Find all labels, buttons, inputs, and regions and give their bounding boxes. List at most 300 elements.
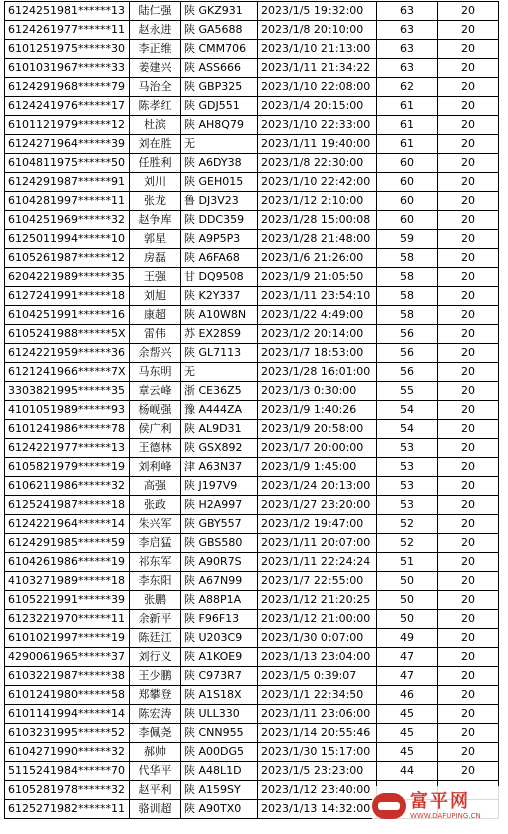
table-row bbox=[5, 2, 499, 21]
fine-cell: 20 bbox=[438, 610, 499, 629]
time-cell: 2023/1/7 20:00:00 bbox=[258, 439, 377, 458]
table-row bbox=[5, 59, 499, 78]
plate-cell: 陕 DDC359 bbox=[181, 211, 258, 230]
score-cell: 56 bbox=[377, 325, 438, 344]
table-row bbox=[5, 230, 499, 249]
score-cell: 63 bbox=[377, 2, 438, 21]
plate-cell: 陕 AL9D31 bbox=[181, 420, 258, 439]
score-cell: 58 bbox=[377, 249, 438, 268]
table-row bbox=[5, 97, 499, 116]
name-cell: 杜滨 bbox=[130, 116, 181, 135]
plate-cell: 甘 DQ9508 bbox=[181, 268, 258, 287]
score-cell: 60 bbox=[377, 173, 438, 192]
plate-cell: 陕 GDJ551 bbox=[181, 97, 258, 116]
score-cell: 53 bbox=[377, 439, 438, 458]
score-cell: 53 bbox=[377, 458, 438, 477]
table-row bbox=[5, 249, 499, 268]
plate-cell: 陕 A00DG5 bbox=[181, 743, 258, 762]
table-row bbox=[5, 496, 499, 515]
table-row bbox=[5, 534, 499, 553]
fine-cell: 20 bbox=[438, 515, 499, 534]
records-table-body bbox=[5, 2, 499, 819]
id-number-cell: 6105281978******32 bbox=[5, 781, 130, 800]
score-cell: 58 bbox=[377, 287, 438, 306]
time-cell: 2023/1/1 22:34:50 bbox=[258, 686, 377, 705]
time-cell: 2023/1/24 20:13:00 bbox=[258, 477, 377, 496]
fine-cell: 20 bbox=[438, 116, 499, 135]
name-cell: 余新平 bbox=[130, 610, 181, 629]
id-number-cell: 6121241966******7X bbox=[5, 363, 130, 382]
table-row bbox=[5, 477, 499, 496]
time-cell: 2023/1/28 15:00:08 bbox=[258, 211, 377, 230]
plate-cell: 陕 AH8Q79 bbox=[181, 116, 258, 135]
name-cell: 李佩尧 bbox=[130, 724, 181, 743]
fine-cell: 20 bbox=[438, 591, 499, 610]
time-cell: 2023/1/27 23:20:00 bbox=[258, 496, 377, 515]
table-row bbox=[5, 762, 499, 781]
name-cell: 侯广利 bbox=[130, 420, 181, 439]
id-number-cell: 6104281997******11 bbox=[5, 192, 130, 211]
id-number-cell: 6104251969******32 bbox=[5, 211, 130, 230]
plate-cell: 无 bbox=[181, 363, 258, 382]
name-cell: 刘旭 bbox=[130, 287, 181, 306]
fine-cell: 20 bbox=[438, 306, 499, 325]
name-cell: 李正维 bbox=[130, 40, 181, 59]
time-cell: 2023/1/9 21:05:50 bbox=[258, 268, 377, 287]
id-number-cell: 4103271989******18 bbox=[5, 572, 130, 591]
name-cell: 马东明 bbox=[130, 363, 181, 382]
id-number-cell: 6124291968******79 bbox=[5, 78, 130, 97]
id-number-cell: 6124291985******59 bbox=[5, 534, 130, 553]
data-table-wrapper bbox=[4, 1, 499, 819]
score-cell: 53 bbox=[377, 496, 438, 515]
score-cell: 54 bbox=[377, 420, 438, 439]
fine-cell: 20 bbox=[438, 667, 499, 686]
fine-cell: 20 bbox=[438, 629, 499, 648]
time-cell: 2023/1/7 22:55:00 bbox=[258, 572, 377, 591]
fine-cell: 20 bbox=[438, 173, 499, 192]
score-cell: 52 bbox=[377, 534, 438, 553]
name-cell: 刘在胜 bbox=[130, 135, 181, 154]
id-number-cell: 6104811975******50 bbox=[5, 154, 130, 173]
table-row bbox=[5, 629, 499, 648]
plate-cell: 陕 A90TX0 bbox=[181, 800, 258, 819]
id-number-cell: 6123221970******11 bbox=[5, 610, 130, 629]
time-cell: 2023/1/9 1:45:00 bbox=[258, 458, 377, 477]
fine-cell: 20 bbox=[438, 287, 499, 306]
time-cell: 2023/1/28 16:01:00 bbox=[258, 363, 377, 382]
plate-cell: 陕 GBY557 bbox=[181, 515, 258, 534]
score-cell: 49 bbox=[377, 629, 438, 648]
table-row bbox=[5, 686, 499, 705]
id-number-cell: 6101141994******14 bbox=[5, 705, 130, 724]
watermark-brand: 富平网 bbox=[410, 790, 470, 812]
plate-cell: 浙 CE36Z5 bbox=[181, 382, 258, 401]
table-row bbox=[5, 382, 499, 401]
time-cell: 2023/1/5 19:32:00 bbox=[258, 2, 377, 21]
time-cell: 2023/1/12 21:00:00 bbox=[258, 610, 377, 629]
id-number-cell: 6125271982******11 bbox=[5, 800, 130, 819]
time-cell: 2023/1/12 23:40:00 bbox=[258, 781, 377, 800]
plate-cell: 陕 A88P1A bbox=[181, 591, 258, 610]
table-row bbox=[5, 667, 499, 686]
score-cell: 46 bbox=[377, 686, 438, 705]
name-cell: 刘行义 bbox=[130, 648, 181, 667]
score-cell: 58 bbox=[377, 306, 438, 325]
score-cell: 61 bbox=[377, 97, 438, 116]
time-cell: 2023/1/9 1:40:26 bbox=[258, 401, 377, 420]
name-cell: 李启猛 bbox=[130, 534, 181, 553]
score-cell: 59 bbox=[377, 230, 438, 249]
name-cell: 房磊 bbox=[130, 249, 181, 268]
name-cell: 杨岘强 bbox=[130, 401, 181, 420]
score-cell: 56 bbox=[377, 363, 438, 382]
records-table bbox=[4, 1, 499, 819]
fine-cell: 20 bbox=[438, 724, 499, 743]
score-cell: 50 bbox=[377, 591, 438, 610]
plate-cell: 陕 GA5688 bbox=[181, 21, 258, 40]
id-number-cell: 6125011994******10 bbox=[5, 230, 130, 249]
score-cell: 45 bbox=[377, 705, 438, 724]
time-cell: 2023/1/13 14:32:00 bbox=[258, 800, 377, 819]
plate-cell: 陕 J197V9 bbox=[181, 477, 258, 496]
name-cell: 余帮兴 bbox=[130, 344, 181, 363]
name-cell: 郭星 bbox=[130, 230, 181, 249]
score-cell: 60 bbox=[377, 211, 438, 230]
id-number-cell: 6124261977******11 bbox=[5, 21, 130, 40]
time-cell: 2023/1/22 4:49:00 bbox=[258, 306, 377, 325]
table-row bbox=[5, 591, 499, 610]
fine-cell: 20 bbox=[438, 21, 499, 40]
watermark-logo-icon bbox=[372, 793, 406, 819]
name-cell: 王强 bbox=[130, 268, 181, 287]
fine-cell: 20 bbox=[438, 572, 499, 591]
site-watermark bbox=[372, 786, 502, 826]
name-cell: 王少鹏 bbox=[130, 667, 181, 686]
time-cell: 2023/1/2 19:47:00 bbox=[258, 515, 377, 534]
plate-cell: 陕 CMM706 bbox=[181, 40, 258, 59]
plate-cell: 陕 A1S18X bbox=[181, 686, 258, 705]
fine-cell: 20 bbox=[438, 363, 499, 382]
id-number-cell: 6106211986******32 bbox=[5, 477, 130, 496]
plate-cell: 陕 ASS666 bbox=[181, 59, 258, 78]
name-cell: 雷伟 bbox=[130, 325, 181, 344]
time-cell: 2023/1/11 20:07:00 bbox=[258, 534, 377, 553]
score-cell: 52 bbox=[377, 515, 438, 534]
table-row bbox=[5, 306, 499, 325]
plate-cell: 陕 A159SY bbox=[181, 781, 258, 800]
name-cell: 陈宏涛 bbox=[130, 705, 181, 724]
name-cell: 陆仁强 bbox=[130, 2, 181, 21]
score-cell: 53 bbox=[377, 477, 438, 496]
plate-cell: 陕 A6DY38 bbox=[181, 154, 258, 173]
table-row bbox=[5, 743, 499, 762]
fine-cell: 20 bbox=[438, 97, 499, 116]
id-number-cell: 3303821995******35 bbox=[5, 382, 130, 401]
fine-cell: 20 bbox=[438, 382, 499, 401]
name-cell: 张政 bbox=[130, 496, 181, 515]
id-number-cell: 4101051989******93 bbox=[5, 401, 130, 420]
time-cell: 2023/1/11 21:34:22 bbox=[258, 59, 377, 78]
plate-cell: 陕 GBP325 bbox=[181, 78, 258, 97]
name-cell: 赵永进 bbox=[130, 21, 181, 40]
time-cell: 2023/1/10 22:33:00 bbox=[258, 116, 377, 135]
name-cell: 赵争库 bbox=[130, 211, 181, 230]
plate-cell: 津 A63N37 bbox=[181, 458, 258, 477]
plate-cell: 陕 GL7113 bbox=[181, 344, 258, 363]
table-row bbox=[5, 78, 499, 97]
score-cell: 44 bbox=[377, 762, 438, 781]
id-number-cell: 6105241988******5X bbox=[5, 325, 130, 344]
table-row bbox=[5, 458, 499, 477]
table-row bbox=[5, 154, 499, 173]
table-row bbox=[5, 192, 499, 211]
time-cell: 2023/1/7 18:53:00 bbox=[258, 344, 377, 363]
score-cell: 63 bbox=[377, 40, 438, 59]
table-row bbox=[5, 268, 499, 287]
id-number-cell: 6104261986******19 bbox=[5, 553, 130, 572]
id-number-cell: 6124221959******36 bbox=[5, 344, 130, 363]
table-row bbox=[5, 610, 499, 629]
score-cell: 55 bbox=[377, 382, 438, 401]
id-number-cell: 6104251991******16 bbox=[5, 306, 130, 325]
score-cell: 45 bbox=[377, 724, 438, 743]
score-cell: 61 bbox=[377, 135, 438, 154]
table-row bbox=[5, 401, 499, 420]
table-row bbox=[5, 553, 499, 572]
name-cell: 陈廷江 bbox=[130, 629, 181, 648]
time-cell: 2023/1/5 23:23:00 bbox=[258, 762, 377, 781]
table-row bbox=[5, 173, 499, 192]
score-cell: 56 bbox=[377, 344, 438, 363]
time-cell: 2023/1/11 19:40:00 bbox=[258, 135, 377, 154]
name-cell: 刘利峰 bbox=[130, 458, 181, 477]
score-cell: 63 bbox=[377, 59, 438, 78]
name-cell: 刘川 bbox=[130, 173, 181, 192]
fine-cell: 20 bbox=[438, 249, 499, 268]
score-cell: 51 bbox=[377, 553, 438, 572]
plate-cell: 陕 A67N99 bbox=[181, 572, 258, 591]
fine-cell: 20 bbox=[438, 401, 499, 420]
table-row bbox=[5, 135, 499, 154]
time-cell: 2023/1/11 22:24:24 bbox=[258, 553, 377, 572]
id-number-cell: 6105261987******12 bbox=[5, 249, 130, 268]
name-cell: 李东阳 bbox=[130, 572, 181, 591]
table-row bbox=[5, 648, 499, 667]
fine-cell: 20 bbox=[438, 192, 499, 211]
table-row bbox=[5, 211, 499, 230]
plate-cell: 无 bbox=[181, 135, 258, 154]
table-row bbox=[5, 439, 499, 458]
id-number-cell: 6125241987******18 bbox=[5, 496, 130, 515]
fine-cell: 20 bbox=[438, 344, 499, 363]
fine-cell: 20 bbox=[438, 135, 499, 154]
fine-cell: 20 bbox=[438, 154, 499, 173]
name-cell: 朱兴军 bbox=[130, 515, 181, 534]
table-row bbox=[5, 363, 499, 382]
time-cell: 2023/1/8 20:10:00 bbox=[258, 21, 377, 40]
time-cell: 2023/1/11 23:06:00 bbox=[258, 705, 377, 724]
table-row bbox=[5, 515, 499, 534]
fine-cell: 20 bbox=[438, 458, 499, 477]
time-cell: 2023/1/8 22:30:00 bbox=[258, 154, 377, 173]
name-cell: 张龙 bbox=[130, 192, 181, 211]
id-number-cell: 6105821979******19 bbox=[5, 458, 130, 477]
name-cell: 祁东军 bbox=[130, 553, 181, 572]
table-row bbox=[5, 344, 499, 363]
fine-cell: 20 bbox=[438, 477, 499, 496]
id-number-cell: 6124251981******13 bbox=[5, 2, 130, 21]
time-cell: 2023/1/30 15:17:00 bbox=[258, 743, 377, 762]
fine-cell: 20 bbox=[438, 686, 499, 705]
fine-cell: 20 bbox=[438, 743, 499, 762]
name-cell: 赵平利 bbox=[130, 781, 181, 800]
plate-cell: 陕 A9P5P3 bbox=[181, 230, 258, 249]
plate-cell: 陕 A1KOE9 bbox=[181, 648, 258, 667]
time-cell: 2023/1/12 21:20:25 bbox=[258, 591, 377, 610]
table-row bbox=[5, 21, 499, 40]
time-cell: 2023/1/6 21:26:00 bbox=[258, 249, 377, 268]
plate-cell: 陕 GBS580 bbox=[181, 534, 258, 553]
table-row bbox=[5, 116, 499, 135]
watermark-url: WWW.DAFUPING.CN bbox=[410, 811, 481, 820]
id-number-cell: 6124271964******39 bbox=[5, 135, 130, 154]
id-number-cell: 6204221989******35 bbox=[5, 268, 130, 287]
score-cell: 60 bbox=[377, 154, 438, 173]
time-cell: 2023/1/14 20:55:46 bbox=[258, 724, 377, 743]
fine-cell: 20 bbox=[438, 40, 499, 59]
table-row bbox=[5, 40, 499, 59]
score-cell: 47 bbox=[377, 648, 438, 667]
id-number-cell: 6127241991******18 bbox=[5, 287, 130, 306]
plate-cell: 陕 K2Y337 bbox=[181, 287, 258, 306]
plate-cell: 鲁 DJ3V23 bbox=[181, 192, 258, 211]
fine-cell: 20 bbox=[438, 211, 499, 230]
plate-cell: 陕 A48L1D bbox=[181, 762, 258, 781]
fine-cell: 20 bbox=[438, 268, 499, 287]
name-cell: 高强 bbox=[130, 477, 181, 496]
name-cell: 任胜利 bbox=[130, 154, 181, 173]
fine-cell: 20 bbox=[438, 325, 499, 344]
fine-cell: 20 bbox=[438, 230, 499, 249]
fine-cell: 20 bbox=[438, 2, 499, 21]
time-cell: 2023/1/2 20:14:00 bbox=[258, 325, 377, 344]
fine-cell: 20 bbox=[438, 439, 499, 458]
name-cell: 王德林 bbox=[130, 439, 181, 458]
table-row bbox=[5, 705, 499, 724]
plate-cell: 陕 GKZ931 bbox=[181, 2, 258, 21]
fine-cell: 20 bbox=[438, 705, 499, 724]
plate-cell: 陕 H2A997 bbox=[181, 496, 258, 515]
name-cell: 郑攀登 bbox=[130, 686, 181, 705]
id-number-cell: 5115241984******70 bbox=[5, 762, 130, 781]
plate-cell: 陕 U203C9 bbox=[181, 629, 258, 648]
time-cell: 2023/1/9 20:58:00 bbox=[258, 420, 377, 439]
time-cell: 2023/1/30 0:07:00 bbox=[258, 629, 377, 648]
id-number-cell: 6103221987******38 bbox=[5, 667, 130, 686]
watermark-text bbox=[410, 792, 481, 821]
time-cell: 2023/1/10 22:08:00 bbox=[258, 78, 377, 97]
id-number-cell: 6103231995******52 bbox=[5, 724, 130, 743]
fine-cell: 20 bbox=[438, 496, 499, 515]
score-cell: 50 bbox=[377, 572, 438, 591]
plate-cell: 陕 A6FA68 bbox=[181, 249, 258, 268]
fine-cell: 20 bbox=[438, 534, 499, 553]
time-cell: 2023/1/10 21:13:00 bbox=[258, 40, 377, 59]
plate-cell: 陕 A10W8N bbox=[181, 306, 258, 325]
plate-cell: 陕 A90R7S bbox=[181, 553, 258, 572]
score-cell: 50 bbox=[377, 610, 438, 629]
score-cell: 62 bbox=[377, 78, 438, 97]
name-cell: 代华平 bbox=[130, 762, 181, 781]
id-number-cell: 6101031967******33 bbox=[5, 59, 130, 78]
id-number-cell: 6124221964******14 bbox=[5, 515, 130, 534]
table-row bbox=[5, 572, 499, 591]
score-cell: 61 bbox=[377, 116, 438, 135]
time-cell: 2023/1/28 21:48:00 bbox=[258, 230, 377, 249]
score-cell: 54 bbox=[377, 401, 438, 420]
time-cell: 2023/1/3 0:30:00 bbox=[258, 382, 377, 401]
plate-cell: 陕 CNN955 bbox=[181, 724, 258, 743]
id-number-cell: 6124241976******17 bbox=[5, 97, 130, 116]
time-cell: 2023/1/10 22:42:00 bbox=[258, 173, 377, 192]
name-cell: 康超 bbox=[130, 306, 181, 325]
time-cell: 2023/1/13 23:04:00 bbox=[258, 648, 377, 667]
table-row bbox=[5, 724, 499, 743]
plate-cell: 陕 GEH015 bbox=[181, 173, 258, 192]
score-cell: 45 bbox=[377, 743, 438, 762]
name-cell: 陈孝红 bbox=[130, 97, 181, 116]
time-cell: 2023/1/12 2:10:00 bbox=[258, 192, 377, 211]
score-cell: 47 bbox=[377, 667, 438, 686]
name-cell: 马治全 bbox=[130, 78, 181, 97]
name-cell: 郝帅 bbox=[130, 743, 181, 762]
id-number-cell: 6124291987******91 bbox=[5, 173, 130, 192]
id-number-cell: 6101241980******58 bbox=[5, 686, 130, 705]
score-cell: 58 bbox=[377, 268, 438, 287]
fine-cell: 20 bbox=[438, 78, 499, 97]
table-row bbox=[5, 420, 499, 439]
score-cell: 63 bbox=[377, 21, 438, 40]
fine-cell: 20 bbox=[438, 59, 499, 78]
time-cell: 2023/1/5 0:39:07 bbox=[258, 667, 377, 686]
name-cell: 张鹏 bbox=[130, 591, 181, 610]
id-number-cell: 6105221991******39 bbox=[5, 591, 130, 610]
id-number-cell: 6104271990******32 bbox=[5, 743, 130, 762]
table-row bbox=[5, 325, 499, 344]
fine-cell: 20 bbox=[438, 762, 499, 781]
name-cell: 骆训超 bbox=[130, 800, 181, 819]
plate-cell: 陕 GSX892 bbox=[181, 439, 258, 458]
id-number-cell: 6101021997******19 bbox=[5, 629, 130, 648]
id-number-cell: 6101121979******12 bbox=[5, 116, 130, 135]
plate-cell: 苏 EX28S9 bbox=[181, 325, 258, 344]
fine-cell: 20 bbox=[438, 420, 499, 439]
plate-cell: 陕 C973R7 bbox=[181, 667, 258, 686]
name-cell: 姜建兴 bbox=[130, 59, 181, 78]
score-cell: 60 bbox=[377, 192, 438, 211]
plate-cell: 豫 A444ZA bbox=[181, 401, 258, 420]
fine-cell: 20 bbox=[438, 553, 499, 572]
time-cell: 2023/1/11 23:54:10 bbox=[258, 287, 377, 306]
id-number-cell: 6124221977******13 bbox=[5, 439, 130, 458]
id-number-cell: 4290061965******37 bbox=[5, 648, 130, 667]
name-cell: 章云峰 bbox=[130, 382, 181, 401]
plate-cell: 陕 ULL330 bbox=[181, 705, 258, 724]
id-number-cell: 6101251975******30 bbox=[5, 40, 130, 59]
fine-cell: 20 bbox=[438, 648, 499, 667]
table-row bbox=[5, 287, 499, 306]
